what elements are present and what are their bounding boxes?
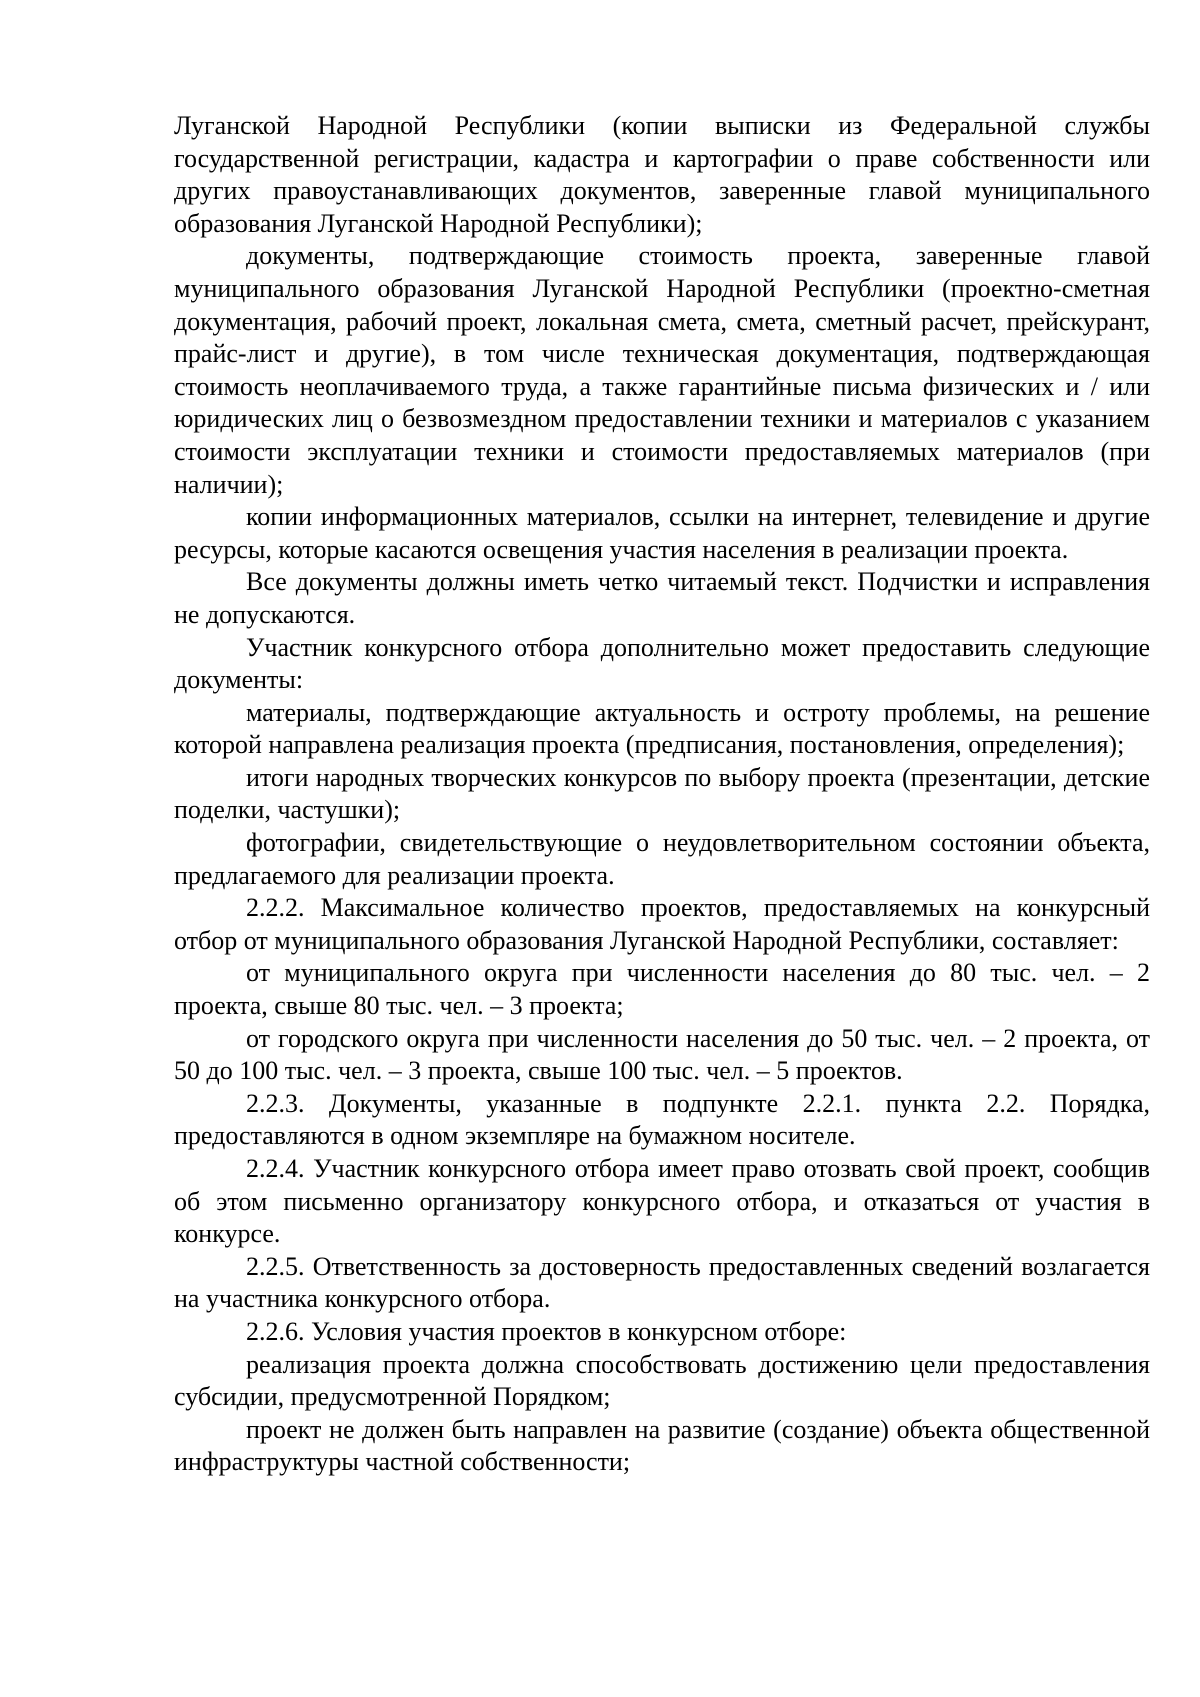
paragraph-info-materials: копии информационных материалов, ссылки на интернет, телевидение и другие ресурсы, которые касаются освещения участия населения в реализации проекта. bbox=[174, 502, 1150, 564]
paragraph-city-district: от городского округа при численности населения до 50 тыс. чел. – 2 проекта, от 50 до 100 тыс. чел. – 3 проекта, свыше 100 тыс. чел. – 5 проектов. bbox=[174, 1023, 1150, 1086]
paragraph-2-2-2: 2.2.2. Максимальное количество проектов, предоставляемых на конкурсный отбор от муниципального образования Луганской Народной Республики, составляет: bbox=[174, 893, 1150, 955]
paragraph-subsidy-goal: реализация проекта должна способствовать достижению цели предоставления субсидии, предусмотренной Порядком; bbox=[174, 1349, 1150, 1412]
paragraph-continuation: Луганской Народной Республики (копии выписки из Федеральной службы государственной регистрации, кадастра и картографии о праве собственности или других правоустанавливающих документов, заверенные главой муниципального образования Луганской Народной Республики); bbox=[174, 111, 1150, 238]
paragraph-2-2-4: 2.2.4. Участник конкурсного отбора имеет право отозвать свой проект, сообщив об этом письменно организатору конкурсного отбора, и отказаться от участия в конкурсе. bbox=[174, 1154, 1150, 1249]
paragraph-private-property: проект не должен быть направлен на развитие (создание) объекта общественной инфраструктуры частной собственности; bbox=[174, 1414, 1150, 1477]
paragraph-cost-documents: документы, подтверждающие стоимость проекта, заверенные главой муниципального образования Луганской Народной Республики (проектно-сметная документация, рабочий проект, локальная смета, смета, сметный расчет, прейскурант, прайс-лист и другие), в том числе техническая документация, подтверждающая стоимость неоплачиваемого труда, а также гарантийные письма физических и / или юридических лиц о безвозмездном предоставлении техники и материалов с указанием стоимости эксплуатации техники и стоимости предоставляемых материалов (при наличии); bbox=[174, 241, 1150, 499]
paragraph-readable-text: Все документы должны иметь четко читаемый текст. Подчистки и исправления не допускаются. bbox=[174, 567, 1150, 629]
paragraph-problem-materials: материалы, подтверждающие актуальность и остроту проблемы, на решение которой направлена реализация проекта (предписания, постановления, определения); bbox=[174, 697, 1150, 760]
paragraph-additional-documents: Участник конкурсного отбора дополнительно может предоставить следующие документы: bbox=[174, 632, 1150, 695]
paragraph-2-2-6: 2.2.6. Условия участия проектов в конкурсном отборе: bbox=[246, 1316, 847, 1346]
paragraph-municipal-district: от муниципального округа при численности населения до 80 тыс. чел. – 2 проекта, свыше 80 тыс. чел. – 3 проекта; bbox=[174, 958, 1150, 1021]
paragraph-photos: фотографии, свидетельствующие о неудовлетворительном состоянии объекта, предлагаемого для реализации проекта. bbox=[174, 828, 1150, 890]
paragraph-2-2-5: 2.2.5. Ответственность за достоверность предоставленных сведений возлагается на участника конкурсного отбора. bbox=[174, 1251, 1150, 1314]
document-page bbox=[174, 110, 1150, 1479]
paragraph-2-2-3: 2.2.3. Документы, указанные в подпункте 2.2.1. пункта 2.2. Порядка, предоставляются в одном экземпляре на бумажном носителе. bbox=[174, 1088, 1150, 1151]
paragraph-contest-results: итоги народных творческих конкурсов по выбору проекта (презентации, детские поделки, частушки); bbox=[174, 762, 1150, 825]
